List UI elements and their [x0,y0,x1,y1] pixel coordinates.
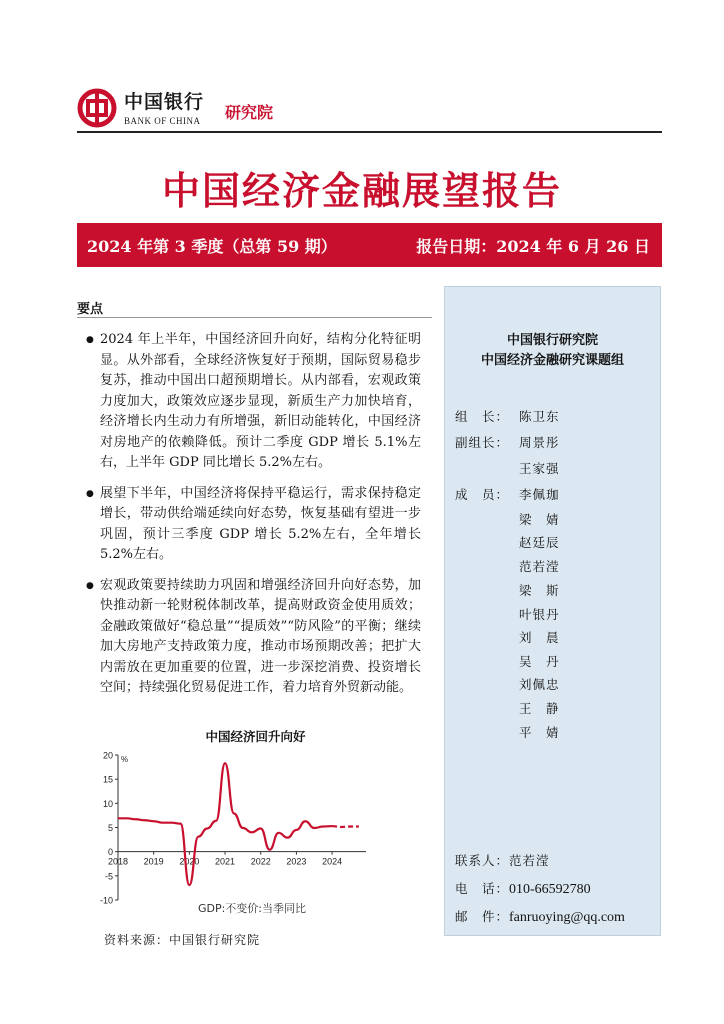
y-tick-label: 10 [102,798,113,809]
gdp-line-chart [76,745,376,915]
y-tick-label: 0 [107,847,113,858]
member-name: 叶银丹 [519,607,560,622]
institute-label: 研究院 [225,103,274,122]
deputy-name: 周景彤 [519,435,560,450]
x-tick-label: 2022 [250,856,271,867]
x-tick-label: 2020 [179,856,200,867]
email-row [455,907,625,926]
member-name: 王 静 [519,701,560,716]
sidebar-org [445,331,660,371]
member-name: 梁 斯 [519,583,560,598]
phone-label: 电 话： [455,881,510,896]
member-name: 赵廷辰 [519,535,560,550]
contact-label: 联系人： [455,853,510,868]
x-tick-label: 2024 [322,856,343,867]
chart-legend-label: GDP:不变价:当季同比 [197,902,307,915]
member-name: 范若滢 [519,559,560,574]
page-title: 中国经济金融展望报告 [161,168,562,213]
key-points-list [86,330,421,709]
y-tick-label: 5 [107,823,113,833]
contact-row [455,851,550,869]
email-label: 邮 件： [455,909,510,924]
x-tick-label: 2018 [107,856,129,867]
x-tick-label: 2023 [286,856,307,867]
logo-english-text: BANK OF CHINA [124,116,201,126]
y-tick-label: 15 [102,774,113,785]
header-divider [77,131,662,133]
key-points-divider [77,317,432,318]
member-name: 刘 晨 [519,630,560,645]
research-group-name: 中国经济金融研究课题组 [480,353,624,368]
research-team-sidebar [444,286,661,936]
x-tick-label: 2021 [215,856,236,867]
member-name: 刘佩忠 [519,677,560,692]
key-point-item: ● 宏观政策要持续助力巩固和增强经济回升向好态势，加快推动新一轮财税体制改革，提高财政资金使用质效；金融政策做好“稳总量”“提质效”“防风险”的平衡；继续加大房地产支持政策力度，推动市场预期改善；把扩大内需放在更加重要的位置，进一步深挖消费、投资增长空间；持续强化贸易促进工作，着力培育外贸新动能。 [86,576,421,699]
key-points-heading: 要点 [77,302,104,317]
gdp-series-line [118,763,332,885]
org-name: 中国银行研究院 [506,333,598,348]
email-address: fanruoying@qq.com [509,910,625,925]
deputy-name: 王家强 [519,461,560,476]
members-label: 成 员： [455,487,510,502]
y-tick-label: 20 [102,750,113,761]
report-date: 报告日期：2024 年 6 月 26 日 [416,237,650,256]
member-name: 吴 丹 [519,654,560,669]
y-tick-label: -5 [104,871,113,882]
gdp-forecast-line [332,826,359,827]
leader-name: 陈卫东 [519,409,560,424]
deputy-label: 副组长： [455,435,510,450]
key-point-item: ● 展望下半年，中国经济将保持平稳运行，需求保持稳定增长，带动供给端延续向好态势，恢复基础有望进一步巩固，预计三季度 GDP 增长 5.2%左右，全年增长 5.2%左右。 [86,484,421,566]
member-name: 李佩珈 [519,487,560,502]
y-tick-label: -10 [99,895,113,906]
phone-number: 010-66592780 [509,882,591,897]
key-point-item: ● 2024 年上半年，中国经济回升向好，结构分化特征明显。从外部看，全球经济恢复好于预期，国际贸易稳步复苏，推动中国出口超预期增长。从内部看，宏观政策力度加大，政策效应逐步显现，新质生产力加快培育，经济增长内生动力有所增强，新旧动能转化，中国经济对房地产的依赖降低。预计二季度 GDP 增长 5.1%左右，上半年 GDP 同比增长 5.2%左右。 [86,330,421,474]
contact-name: 范若滢 [509,853,550,868]
issue-banner [77,223,662,267]
logo-chinese-text: 中国银行 [124,91,205,113]
y-unit-label: % [121,755,129,764]
bank-of-china-logo-icon [77,88,117,128]
x-tick-label: 2019 [143,856,164,867]
member-name: 平 婧 [519,725,560,740]
member-name: 梁 婧 [519,512,560,527]
phone-row [455,879,591,898]
source-note: 资料来源：中国银行研究院 [104,933,261,947]
chart-title: 中国经济回升向好 [205,729,306,744]
leader-label: 组 长： [455,409,510,424]
issue-number: 2024 年第 3 季度（总第 59 期） [87,237,337,256]
